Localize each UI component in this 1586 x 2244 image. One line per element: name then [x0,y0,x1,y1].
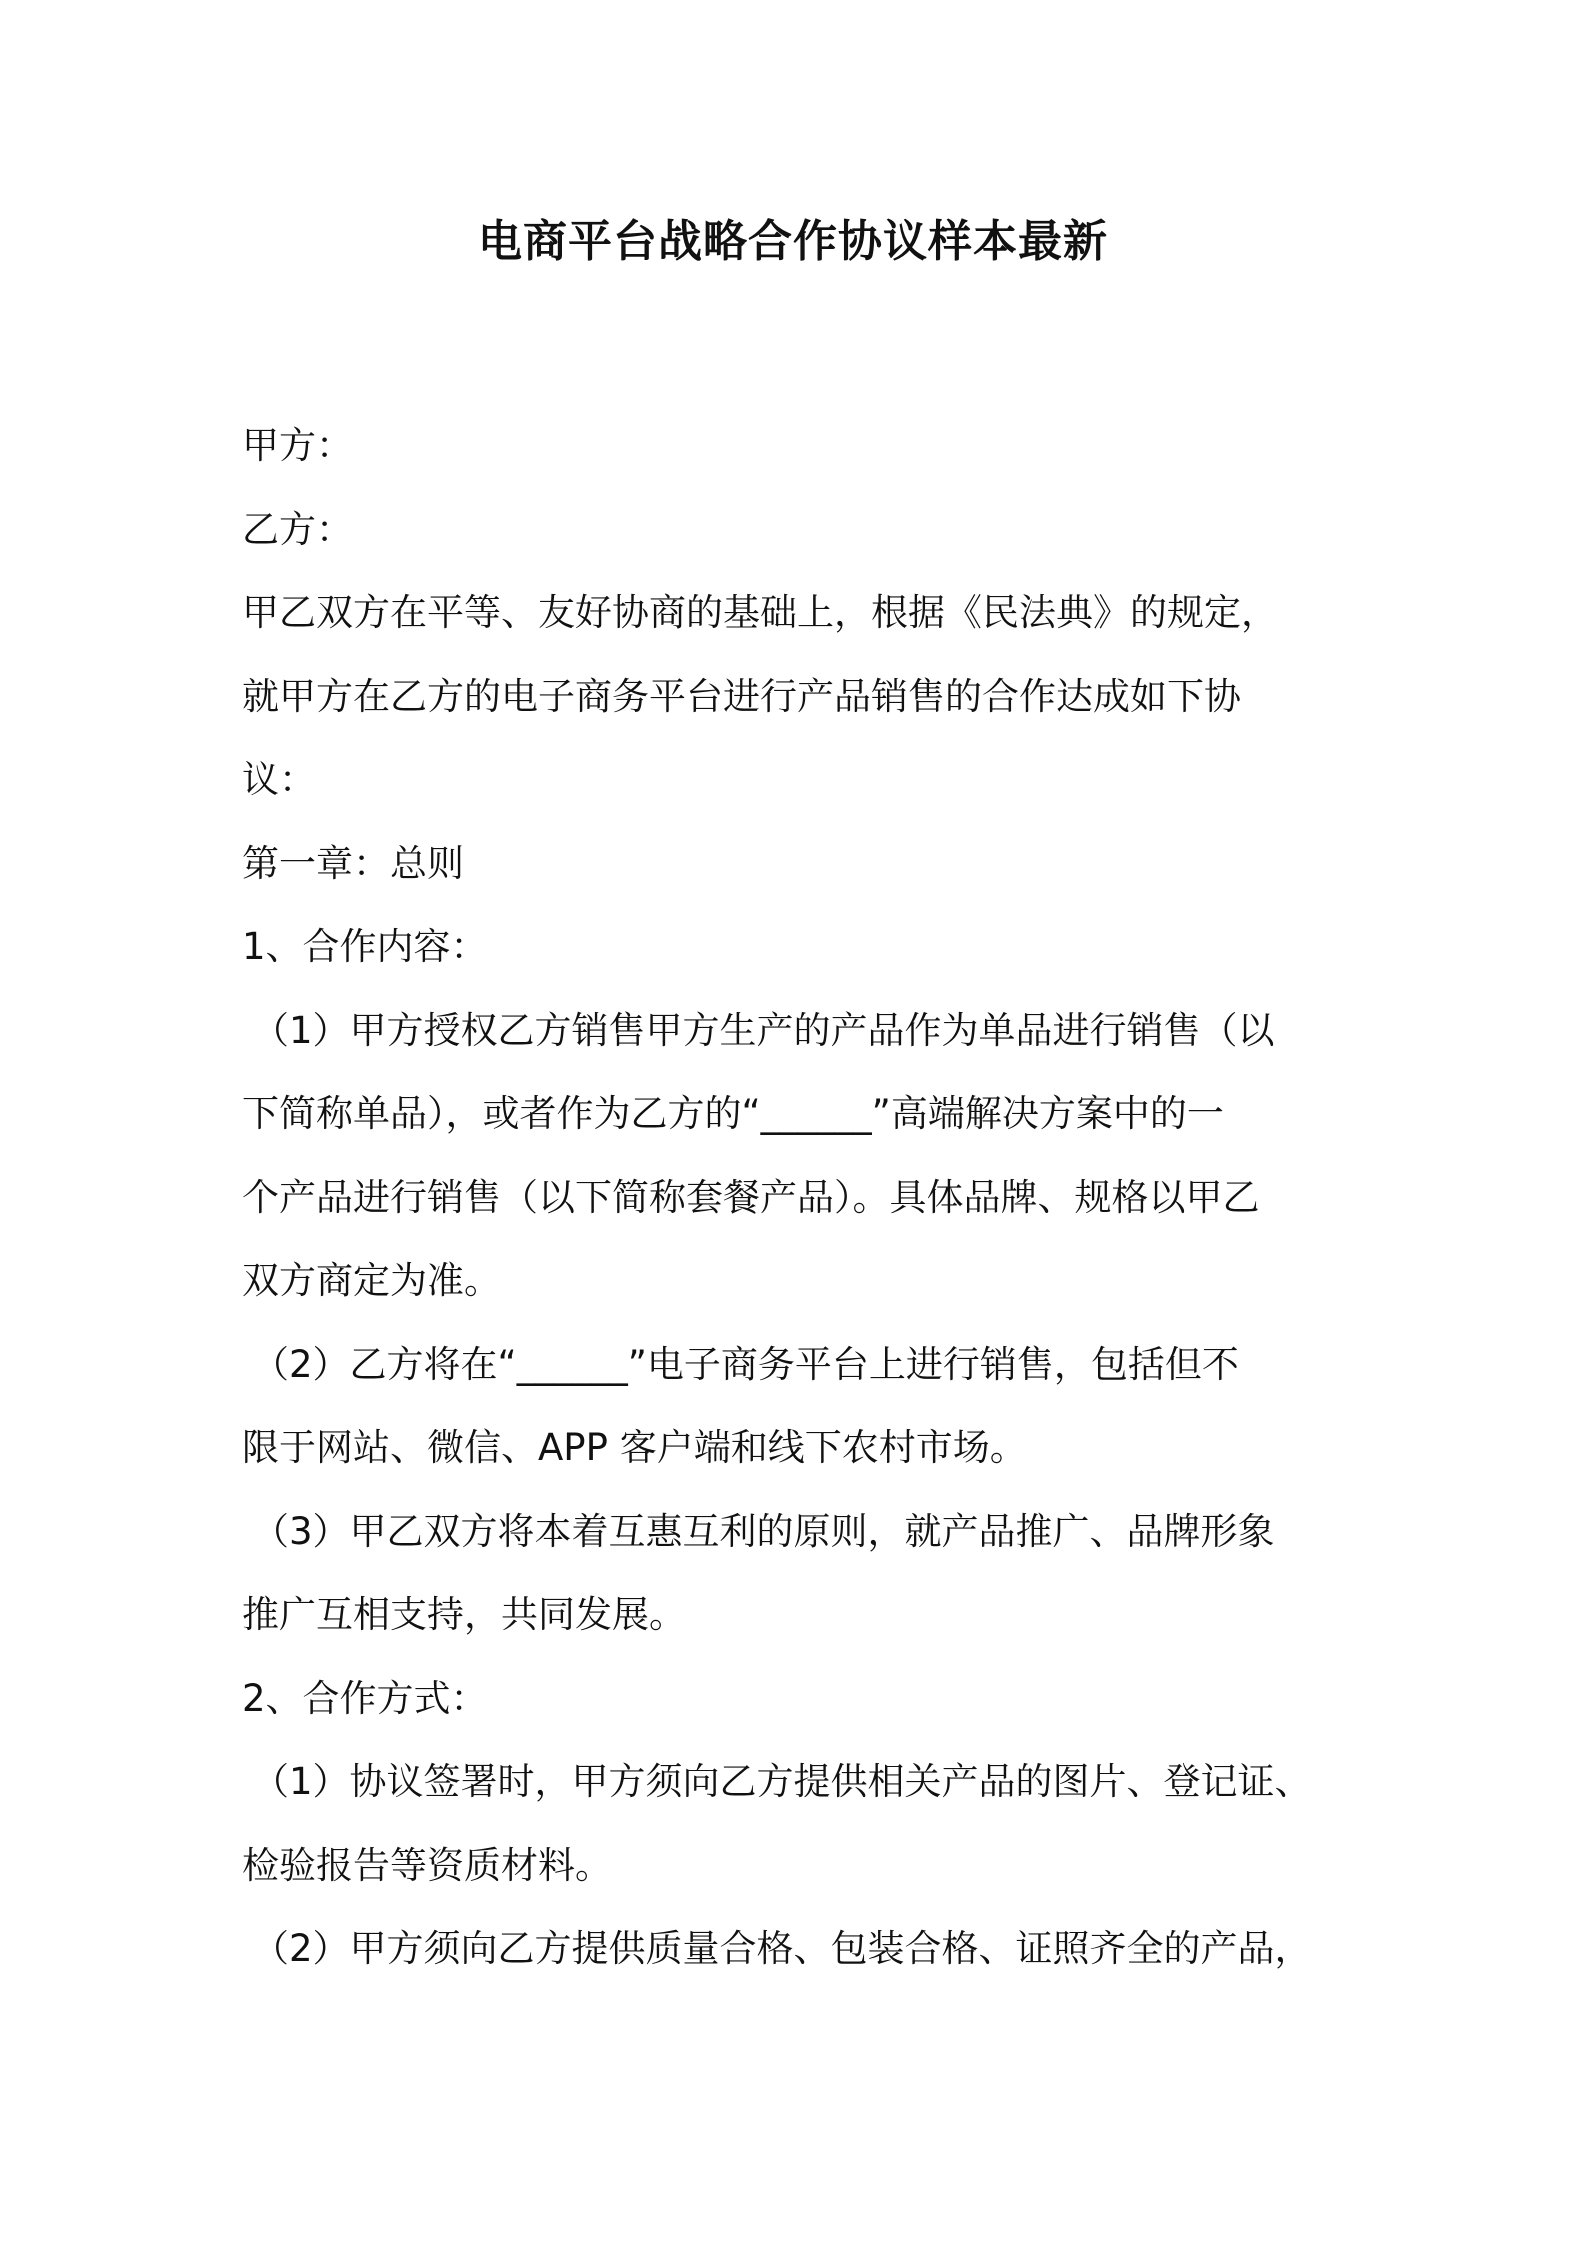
preamble-line: 就甲方在乙方的电子商务平台进行产品销售的合作达成如下协 [242,674,1241,718]
party-b-line: 乙方： [242,507,353,551]
clause-line: 推广互相支持，共同发展。 [242,1593,686,1636]
chapter-heading: 第一章：总则 [242,841,464,885]
clause-line: 双方商定为准。 [242,1259,501,1302]
document-body [242,404,1354,1991]
clause-line: （3）甲乙双方将本着互惠互利的原则，就产品推广、品牌形象 [252,1509,1275,1553]
party-a-line: 甲方： [242,424,353,467]
clause-line: （2）甲方须向乙方提供质量合格、包装合格、证照齐全的产品， [252,1927,1312,1970]
clause-line: 限于网站、微信、APP 客户端和线下农村市场。 [242,1426,1027,1469]
document-title: 电商平台战略合作协议样本最新 [478,216,1108,267]
clause-line: （2）乙方将在“______”电子商务平台上进行销售，包括但不 [252,1342,1239,1386]
clause-line: （1）甲方授权乙方销售甲方生产的产品作为单品进行销售（以 [252,1008,1275,1052]
section-heading: 1、合作内容： [242,925,488,968]
clause-line: 个产品进行销售（以下简称套餐产品）。具体品牌、规格以甲乙 [242,1175,1260,1219]
preamble-line: 甲乙双方在平等、友好协商的基础上，根据《民法典》的规定， [242,591,1278,634]
section-heading: 2、合作方式： [242,1676,488,1720]
clause-line: 检验报告等资质材料。 [242,1843,612,1887]
clause-line: （1）协议签署时，甲方须向乙方提供相关产品的图片、登记证、 [252,1760,1312,1803]
clause-line: 下简称单品），或者作为乙方的“______”高端解决方案中的一 [242,1092,1224,1135]
preamble-line: 议： [242,758,316,801]
